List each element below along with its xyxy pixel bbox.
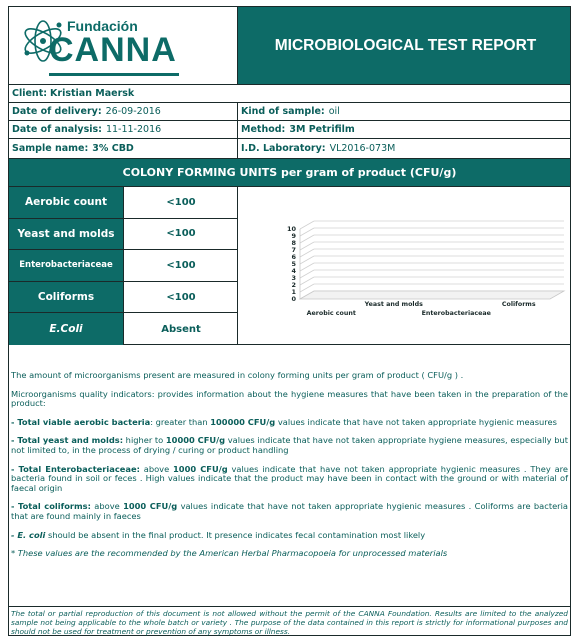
logo-text-bottom: CANNA xyxy=(49,31,177,69)
y-tick-label: 0 xyxy=(291,295,296,303)
y-tick-label: 1 xyxy=(291,288,296,296)
gridline-depth xyxy=(300,270,314,278)
cfu-value: Absent xyxy=(161,323,201,335)
y-tick-label: 6 xyxy=(291,253,296,261)
cfu-name: Coliforms xyxy=(9,282,124,313)
sample-row xyxy=(9,139,570,159)
explanation-text xyxy=(9,345,570,607)
y-tick-label: 4 xyxy=(291,267,296,275)
table-row xyxy=(9,219,238,251)
paragraph: - Total Enterobacteriaceae: above 1000 CFU/g values indicate that have not taken appropriate hygienic measures . They are bacteria found in soil or feces . High values indicate that the product may have been in contact with the ground or with material of faecal origin xyxy=(11,463,568,493)
x-tick-label: Aerobic count xyxy=(306,310,356,317)
paragraph: - E. coli should be absent in the final product. It presence indicates fecal contamination most likely xyxy=(11,529,426,540)
x-tick-label: Enterobacteriaceae xyxy=(421,310,491,317)
paragraph: - Total yeast and molds: higher to 10000 CFU/g values indicate that have not taken appropriate hygiene measures, especially but not limited to, in the process of drying / curing or product handling xyxy=(11,435,569,455)
lab-value: VL2016-073M xyxy=(329,142,396,154)
sample-label: Sample name: xyxy=(12,142,89,154)
report-title: MICROBIOLOGICAL TEST REPORT xyxy=(238,7,570,84)
chart-floor xyxy=(300,291,564,299)
gridline-depth xyxy=(300,263,314,271)
y-tick-label: 8 xyxy=(291,239,296,247)
kind-label: Kind of sample: xyxy=(241,105,325,117)
report-sheet xyxy=(8,6,571,636)
x-tick-label: Yeast and molds xyxy=(364,301,423,308)
paragraph: Microorganisms quality indicators: provides information about the hygiene measures that have been taken in the preparation of the product: xyxy=(11,388,568,409)
gridline-depth xyxy=(300,284,314,292)
cfu-value: <100 xyxy=(166,259,196,271)
paragraph: - Total coliforms: above 1000 CFU/g values indicate that have not taken appropriate hygienic measures . Coliforms are bacteria that are found mainly in faeces xyxy=(11,501,568,521)
cfu-value: <100 xyxy=(166,291,196,303)
cfu-value: <100 xyxy=(166,228,196,240)
y-tick-label: 5 xyxy=(291,260,296,268)
report-header xyxy=(9,7,570,85)
analysis-label: Date of analysis: xyxy=(12,123,102,135)
sample-value: 3% CBD xyxy=(92,142,134,154)
y-tick-label: 2 xyxy=(291,281,296,289)
cfu-name: Enterobacteriaceae xyxy=(9,250,124,281)
logo-text-top: Fundación xyxy=(67,18,138,34)
y-tick-label: 10 xyxy=(286,225,296,233)
method-label: Method: xyxy=(241,123,286,135)
client-value: Kristian Maersk xyxy=(50,87,135,99)
y-tick-label: 3 xyxy=(291,274,296,282)
client-row xyxy=(9,85,570,103)
kind-value: oil xyxy=(328,105,340,117)
client-label: Client: xyxy=(12,87,48,99)
gridline-depth xyxy=(300,228,314,236)
lab-label: I.D. Laboratory: xyxy=(241,142,326,154)
logo xyxy=(9,7,238,84)
delivery-label: Date of delivery: xyxy=(12,105,102,117)
cfu-title: COLONY FORMING UNITS per gram of product (CFU/g) xyxy=(9,159,570,186)
table-row xyxy=(9,250,238,282)
analysis-row xyxy=(9,121,570,139)
method-value: 3M Petrifilm xyxy=(289,123,355,135)
delivery-value: 26-09-2016 xyxy=(105,105,161,117)
gridline-depth xyxy=(300,242,314,250)
y-tick-label: 9 xyxy=(291,232,296,240)
x-tick-label: Coliforms xyxy=(501,301,536,308)
delivery-row xyxy=(9,103,570,121)
cfu-name: Aerobic count xyxy=(9,187,124,218)
cfu-title-row xyxy=(9,159,570,187)
gridline-depth xyxy=(300,249,314,257)
logo-underline xyxy=(49,73,179,76)
cfu-chart xyxy=(238,187,570,345)
table-row xyxy=(9,187,238,219)
paragraph: - Total viable aerobic bacteria: greater than 100000 CFU/g values indicate that have not taken appropriate hygienic measures xyxy=(11,416,557,427)
gridline-depth xyxy=(300,221,314,229)
note: * These values are the recommended by the American Herbal Pharmacopoeia for unprocessed materials xyxy=(11,548,448,559)
paragraph: The amount of microorganisms present are measured in colony forming units per gram of product ( CFU/g ) . xyxy=(11,370,464,380)
chart-svg xyxy=(238,187,568,343)
cfu-table xyxy=(9,187,238,345)
cfu-name: Yeast and molds xyxy=(9,219,124,250)
table-row xyxy=(9,282,238,314)
y-tick-label: 7 xyxy=(291,246,296,254)
cfu-name: E.Coli xyxy=(9,313,124,345)
cfu-value: <100 xyxy=(166,196,196,208)
gridline-depth xyxy=(300,256,314,264)
footer-disclaimer: The total or partial reproduction of this document is not allowed without the permit of the CANNA Foundation. Results are limited to the analyzed sample not being applicable to the whole batch or variety . The purpose of the data contained in this report is strictly for informational purposes and should not be used for treatment or prevention of any symptoms or illness. xyxy=(11,609,568,636)
table-row xyxy=(9,313,238,345)
gridline-depth xyxy=(300,277,314,285)
gridline-depth xyxy=(300,235,314,243)
analysis-value: 11-11-2016 xyxy=(105,123,162,135)
